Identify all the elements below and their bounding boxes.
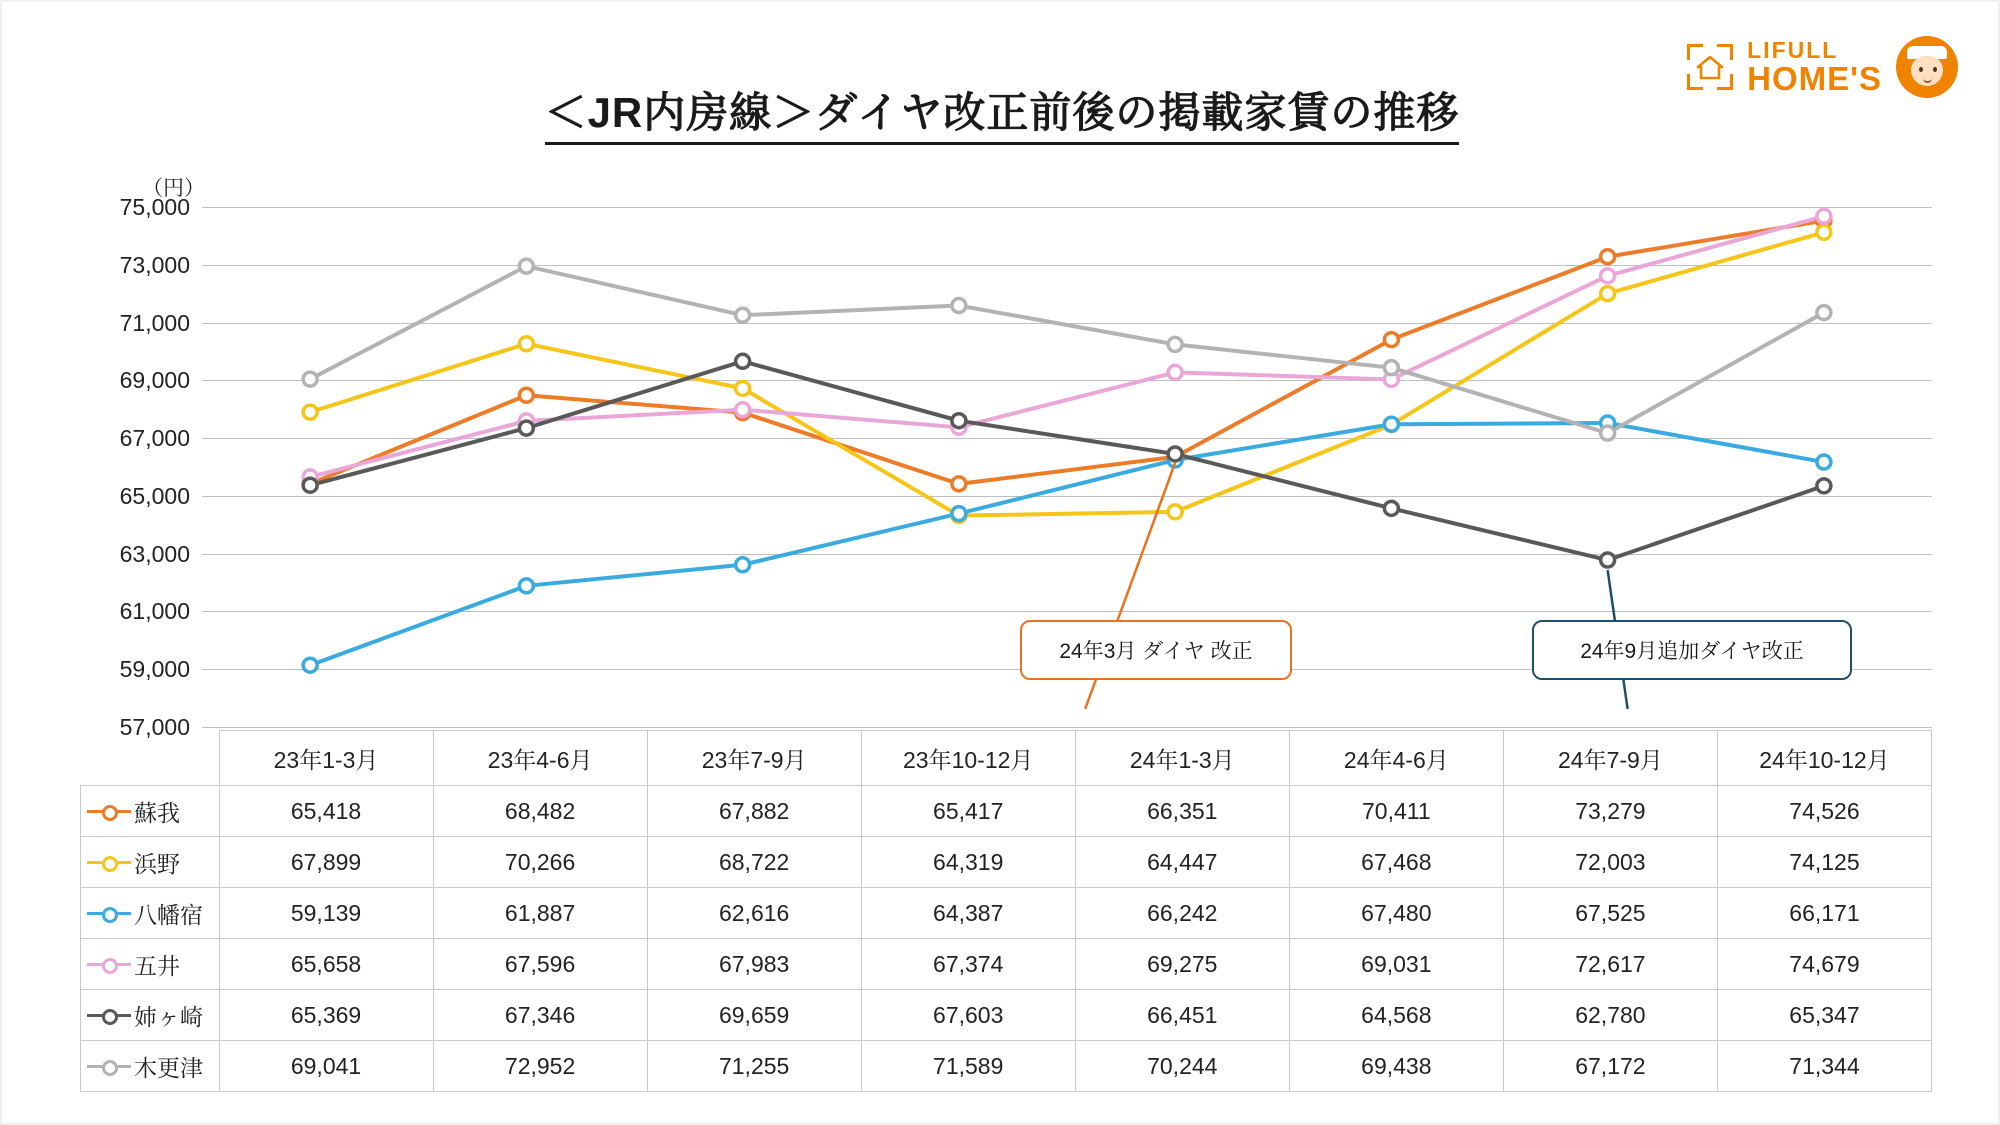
data-point-marker — [1601, 553, 1615, 567]
table-cell-value: 67,603 — [861, 990, 1075, 1041]
data-point-marker — [519, 259, 533, 273]
data-point-marker — [952, 299, 966, 313]
legend-cell-5 — [81, 1041, 220, 1092]
data-point-marker — [1384, 501, 1398, 515]
data-table-wrapper — [80, 730, 1932, 1092]
table-cell-value: 66,351 — [1075, 786, 1289, 837]
data-point-marker — [1601, 269, 1615, 283]
legend-cell-2 — [81, 888, 220, 939]
table-column-header: 24年7-9月 — [1503, 731, 1717, 786]
gridline — [202, 727, 1932, 728]
table-cell-value: 65,418 — [219, 786, 433, 837]
table-cell-value: 72,003 — [1503, 837, 1717, 888]
table-row — [81, 888, 1932, 939]
table-cell-value: 65,417 — [861, 786, 1075, 837]
table-cell-value: 71,589 — [861, 1041, 1075, 1092]
data-point-marker — [519, 388, 533, 402]
table-cell-value: 62,780 — [1503, 990, 1717, 1041]
legend-marker-icon — [87, 801, 131, 821]
table-cell-value: 67,983 — [647, 939, 861, 990]
data-point-marker — [736, 354, 750, 368]
table-cell-value: 67,525 — [1503, 888, 1717, 939]
data-point-marker — [1168, 447, 1182, 461]
data-point-marker — [1817, 209, 1831, 223]
table-cell-value: 67,480 — [1289, 888, 1503, 939]
legend-label: 木更津 — [134, 1054, 203, 1081]
table-cell-value: 65,347 — [1717, 990, 1931, 1041]
table-cell-value: 68,722 — [647, 837, 861, 888]
data-point-marker — [519, 337, 533, 351]
data-point-marker — [952, 414, 966, 428]
data-point-marker — [1601, 287, 1615, 301]
data-point-marker — [1817, 306, 1831, 320]
table-cell-value: 67,346 — [433, 990, 647, 1041]
legend-marker-icon — [87, 1005, 131, 1025]
table-cell-value: 66,242 — [1075, 888, 1289, 939]
y-axis-tick-label: 59,000 — [119, 656, 190, 683]
legend-label: 八幡宿 — [134, 901, 203, 928]
table-column-header: 24年10-12月 — [1717, 731, 1931, 786]
table-row — [81, 786, 1932, 837]
table-cell-value: 67,468 — [1289, 837, 1503, 888]
y-axis-tick-label: 57,000 — [119, 714, 190, 740]
table-cell-value: 69,041 — [219, 1041, 433, 1092]
legend-cell-4 — [81, 990, 220, 1041]
table-header-row — [81, 731, 1932, 786]
page-title-text: ＜JR内房線＞ダイヤ改正前後の掲載家賃の推移 — [545, 89, 1460, 145]
y-axis-tick-label: 65,000 — [119, 482, 190, 509]
annotation-callout-september-2024: 24年9月追加ダイヤ改正 — [1532, 620, 1852, 680]
y-axis-tick-label: 67,000 — [119, 425, 190, 452]
legend-marker-icon — [87, 954, 131, 974]
table-cell-value: 71,344 — [1717, 1041, 1931, 1092]
table-corner-cell — [81, 731, 220, 786]
data-point-marker — [1601, 250, 1615, 264]
data-point-marker — [303, 372, 317, 386]
data-point-marker — [1817, 225, 1831, 239]
data-point-marker — [1168, 337, 1182, 351]
table-cell-value: 74,526 — [1717, 786, 1931, 837]
series-line-4 — [310, 361, 1824, 560]
data-point-marker — [1384, 361, 1398, 375]
table-row — [81, 1041, 1932, 1092]
table-column-header: 23年10-12月 — [861, 731, 1075, 786]
legend-label: 姉ヶ崎 — [134, 1003, 203, 1030]
data-point-marker — [1168, 365, 1182, 379]
data-point-marker — [736, 403, 750, 417]
data-point-marker — [736, 381, 750, 395]
data-point-marker — [303, 478, 317, 492]
table-cell-value: 67,899 — [219, 837, 433, 888]
legend-cell-3 — [81, 939, 220, 990]
data-point-marker — [1168, 505, 1182, 519]
table-cell-value: 67,596 — [433, 939, 647, 990]
legend-label: 五井 — [134, 952, 180, 979]
data-point-marker — [1384, 417, 1398, 431]
legend-cell-1 — [81, 837, 220, 888]
table-row — [81, 939, 1932, 990]
series-line-5 — [310, 266, 1824, 433]
table-cell-value: 66,451 — [1075, 990, 1289, 1041]
house-icon — [1696, 53, 1724, 81]
data-point-marker — [1601, 426, 1615, 440]
table-cell-value: 65,369 — [219, 990, 433, 1041]
table-cell-value: 66,171 — [1717, 888, 1931, 939]
table-body — [81, 786, 1932, 1092]
y-axis-tick-label: 73,000 — [119, 251, 190, 278]
data-point-marker — [1817, 455, 1831, 469]
legend-label: 浜野 — [134, 850, 180, 877]
table-cell-value: 62,616 — [647, 888, 861, 939]
table-cell-value: 70,244 — [1075, 1041, 1289, 1092]
data-point-marker — [519, 421, 533, 435]
y-axis-tick-label: 75,000 — [119, 194, 190, 220]
data-point-marker — [736, 558, 750, 572]
data-point-marker — [952, 477, 966, 491]
table-cell-value: 70,266 — [433, 837, 647, 888]
table-cell-value: 64,568 — [1289, 990, 1503, 1041]
legend-marker-icon — [87, 1056, 131, 1076]
data-point-marker — [1817, 479, 1831, 493]
legend-label: 蘇我 — [134, 799, 180, 826]
y-axis-tick-label: 63,000 — [119, 540, 190, 567]
table-cell-value: 59,139 — [219, 888, 433, 939]
table-row — [81, 990, 1932, 1041]
table-cell-value: 64,319 — [861, 837, 1075, 888]
table-cell-value: 68,482 — [433, 786, 647, 837]
table-cell-value: 69,031 — [1289, 939, 1503, 990]
data-table — [80, 730, 1932, 1092]
table-cell-value: 65,658 — [219, 939, 433, 990]
table-cell-value: 61,887 — [433, 888, 647, 939]
table-cell-value: 70,411 — [1289, 786, 1503, 837]
logo-wordmark-bottom: HOME'S — [1747, 60, 1882, 97]
y-axis-tick-label: 61,000 — [119, 598, 190, 625]
legend-marker-icon — [87, 852, 131, 872]
table-column-header: 23年7-9月 — [647, 731, 861, 786]
data-point-marker — [952, 507, 966, 521]
table-cell-value: 69,659 — [647, 990, 861, 1041]
y-axis-tick-label: 69,000 — [119, 367, 190, 394]
series-line-0 — [310, 221, 1824, 484]
page-title — [2, 80, 2000, 140]
data-point-marker — [736, 308, 750, 322]
y-axis-tick-label: 71,000 — [119, 309, 190, 336]
table-cell-value: 74,125 — [1717, 837, 1931, 888]
data-point-marker — [303, 658, 317, 672]
table-cell-value: 64,387 — [861, 888, 1075, 939]
table-cell-value: 72,952 — [433, 1041, 647, 1092]
table-cell-value: 73,279 — [1503, 786, 1717, 837]
series-line-1 — [310, 232, 1824, 515]
legend-cell-0 — [81, 786, 220, 837]
table-cell-value: 64,447 — [1075, 837, 1289, 888]
table-cell-value: 67,172 — [1503, 1041, 1717, 1092]
data-point-marker — [1384, 333, 1398, 347]
table-cell-value: 72,617 — [1503, 939, 1717, 990]
table-row — [81, 837, 1932, 888]
legend-marker-icon — [87, 903, 131, 923]
annotation-callout-march-2024: 24年3月 ダイヤ 改正 — [1020, 620, 1292, 680]
table-cell-value: 69,438 — [1289, 1041, 1503, 1092]
y-axis-unit-label: （円） — [142, 177, 205, 200]
data-point-marker — [519, 579, 533, 593]
table-cell-value: 67,882 — [647, 786, 861, 837]
table-cell-value: 71,255 — [647, 1041, 861, 1092]
data-point-marker — [303, 405, 317, 419]
table-column-header: 23年4-6月 — [433, 731, 647, 786]
table-column-header: 23年1-3月 — [219, 731, 433, 786]
table-column-header: 24年4-6月 — [1289, 731, 1503, 786]
logo-wordmark-top: LIFULL — [1747, 37, 1839, 63]
table-cell-value: 69,275 — [1075, 939, 1289, 990]
table-cell-value: 67,374 — [861, 939, 1075, 990]
table-column-header: 24年1-3月 — [1075, 731, 1289, 786]
table-cell-value: 74,679 — [1717, 939, 1931, 990]
